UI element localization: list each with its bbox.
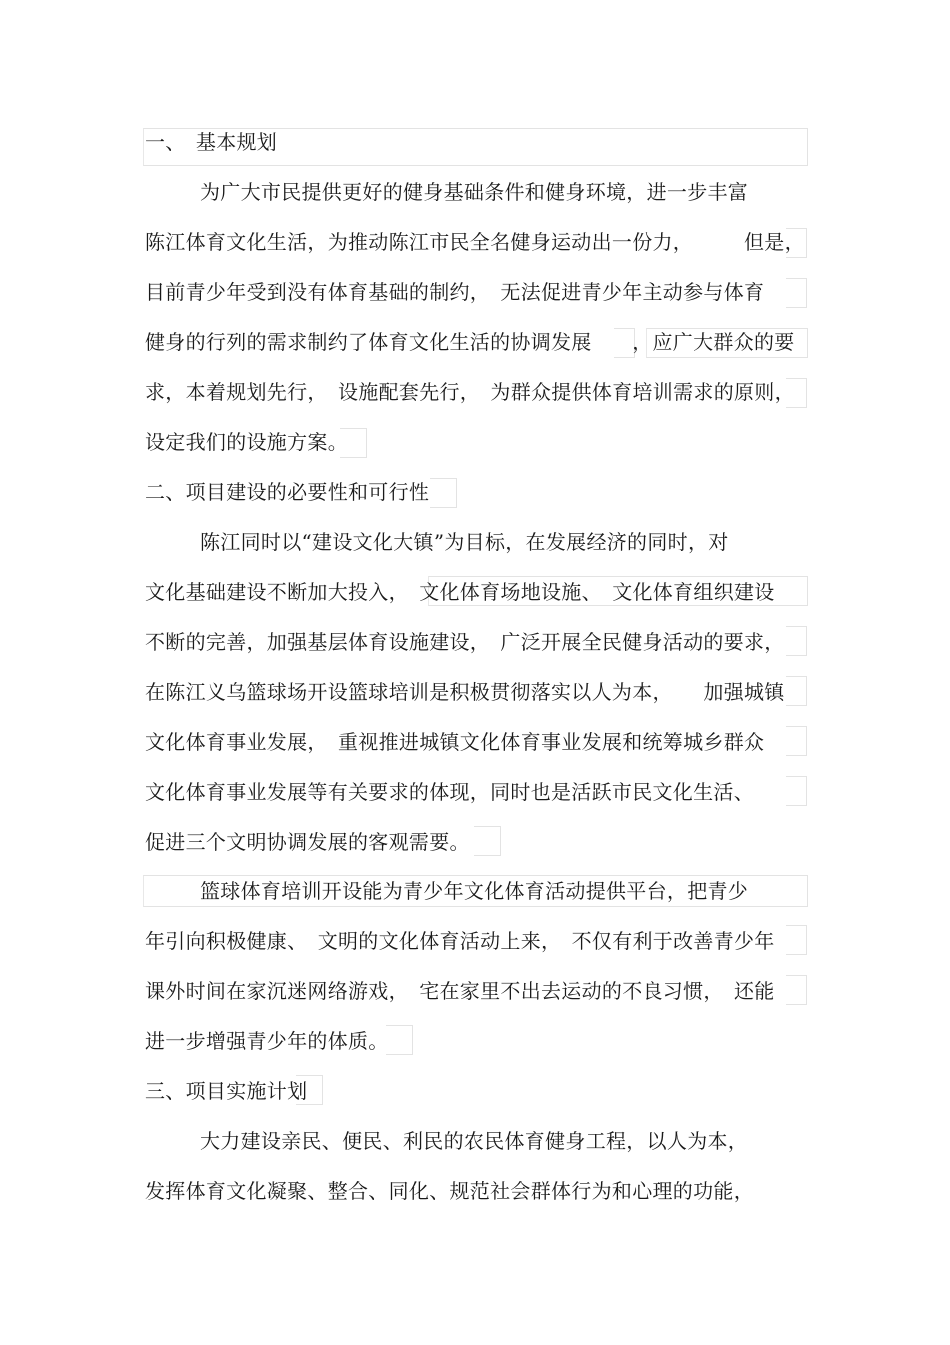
section-heading-3: 三、项目实施计划 — [145, 1079, 308, 1103]
paragraph-line: 求，本着规划先行， 设施配套先行， 为群众提供体育培训需求的原则， — [145, 380, 795, 404]
text-box-outline — [786, 676, 807, 706]
paragraph-line: 目前青少年受到没有体育基础的制约， 无法促进青少年主动参与体育 — [145, 280, 765, 304]
section-heading-1: 一、 基本规划 — [145, 130, 278, 154]
paragraph-line: 年引向积极健康、 文明的文化体育活动上来， 不仅有利于改善青少年 — [145, 929, 775, 953]
paragraph-line: 健身的行列的需求制约了体育文化生活的协调发展 ，应广大群众的要 — [145, 330, 795, 354]
text-box-outline — [786, 925, 807, 955]
paragraph-line: 文化体育事业发展等有关要求的体现，同时也是活跃市民文化生活、 — [145, 780, 754, 804]
paragraph-line: 陈江体育文化生活，为推动陈江市民全名健身运动出一份力， 但是， — [145, 230, 805, 254]
paragraph-line: 大力建设亲民、便民、利民的农民体育健身工程，以人为本， — [200, 1129, 749, 1153]
text-box-outline — [786, 278, 807, 308]
text-box-outline — [474, 826, 501, 856]
paragraph-line: 陈江同时以“建设文化大镇”为目标，在发展经济的同时，对 — [200, 530, 729, 554]
text-box-outline — [786, 726, 807, 756]
text-box-outline — [386, 1025, 413, 1055]
paragraph-line: 促进三个文明协调发展的客观需要。 — [145, 830, 470, 854]
section-heading-2: 二、项目建设的必要性和可行性 — [145, 480, 430, 504]
text-box-outline — [430, 478, 457, 508]
paragraph-line: 文化体育事业发展， 重视推进城镇文化体育事业发展和统筹城乡群众 — [145, 730, 765, 754]
paragraph-line: 篮球体育培训开设能为青少年文化体育活动提供平台，把青少 — [200, 879, 749, 903]
paragraph-line: 文化基础建设不断加大投入， 文化体育场地设施、 文化体育组织建设 — [145, 580, 775, 604]
paragraph-line: 不断的完善，加强基层体育设施建设， 广泛开展全民健身活动的要求， — [145, 630, 785, 654]
paragraph-line: 课外时间在家沉迷网络游戏， 宅在家里不出去运动的不良习惯， 还能 — [145, 979, 775, 1003]
paragraph-line: 进一步增强青少年的体质。 — [145, 1029, 389, 1053]
paragraph-line: 发挥体育文化凝聚、整合、同化、规范社会群体行为和心理的功能， — [145, 1179, 754, 1203]
paragraph-line: 设定我们的设施方案。 — [145, 430, 348, 454]
text-box-outline — [786, 776, 807, 806]
text-box-outline — [786, 626, 807, 656]
paragraph-line: 为广大市民提供更好的健身基础条件和健身环境，进一步丰富 — [200, 180, 749, 204]
text-box-outline — [786, 975, 807, 1005]
paragraph-line: 在陈江义乌篮球场开设篮球培训是积极贯彻落实以人为本， 加强城镇 — [145, 680, 785, 704]
